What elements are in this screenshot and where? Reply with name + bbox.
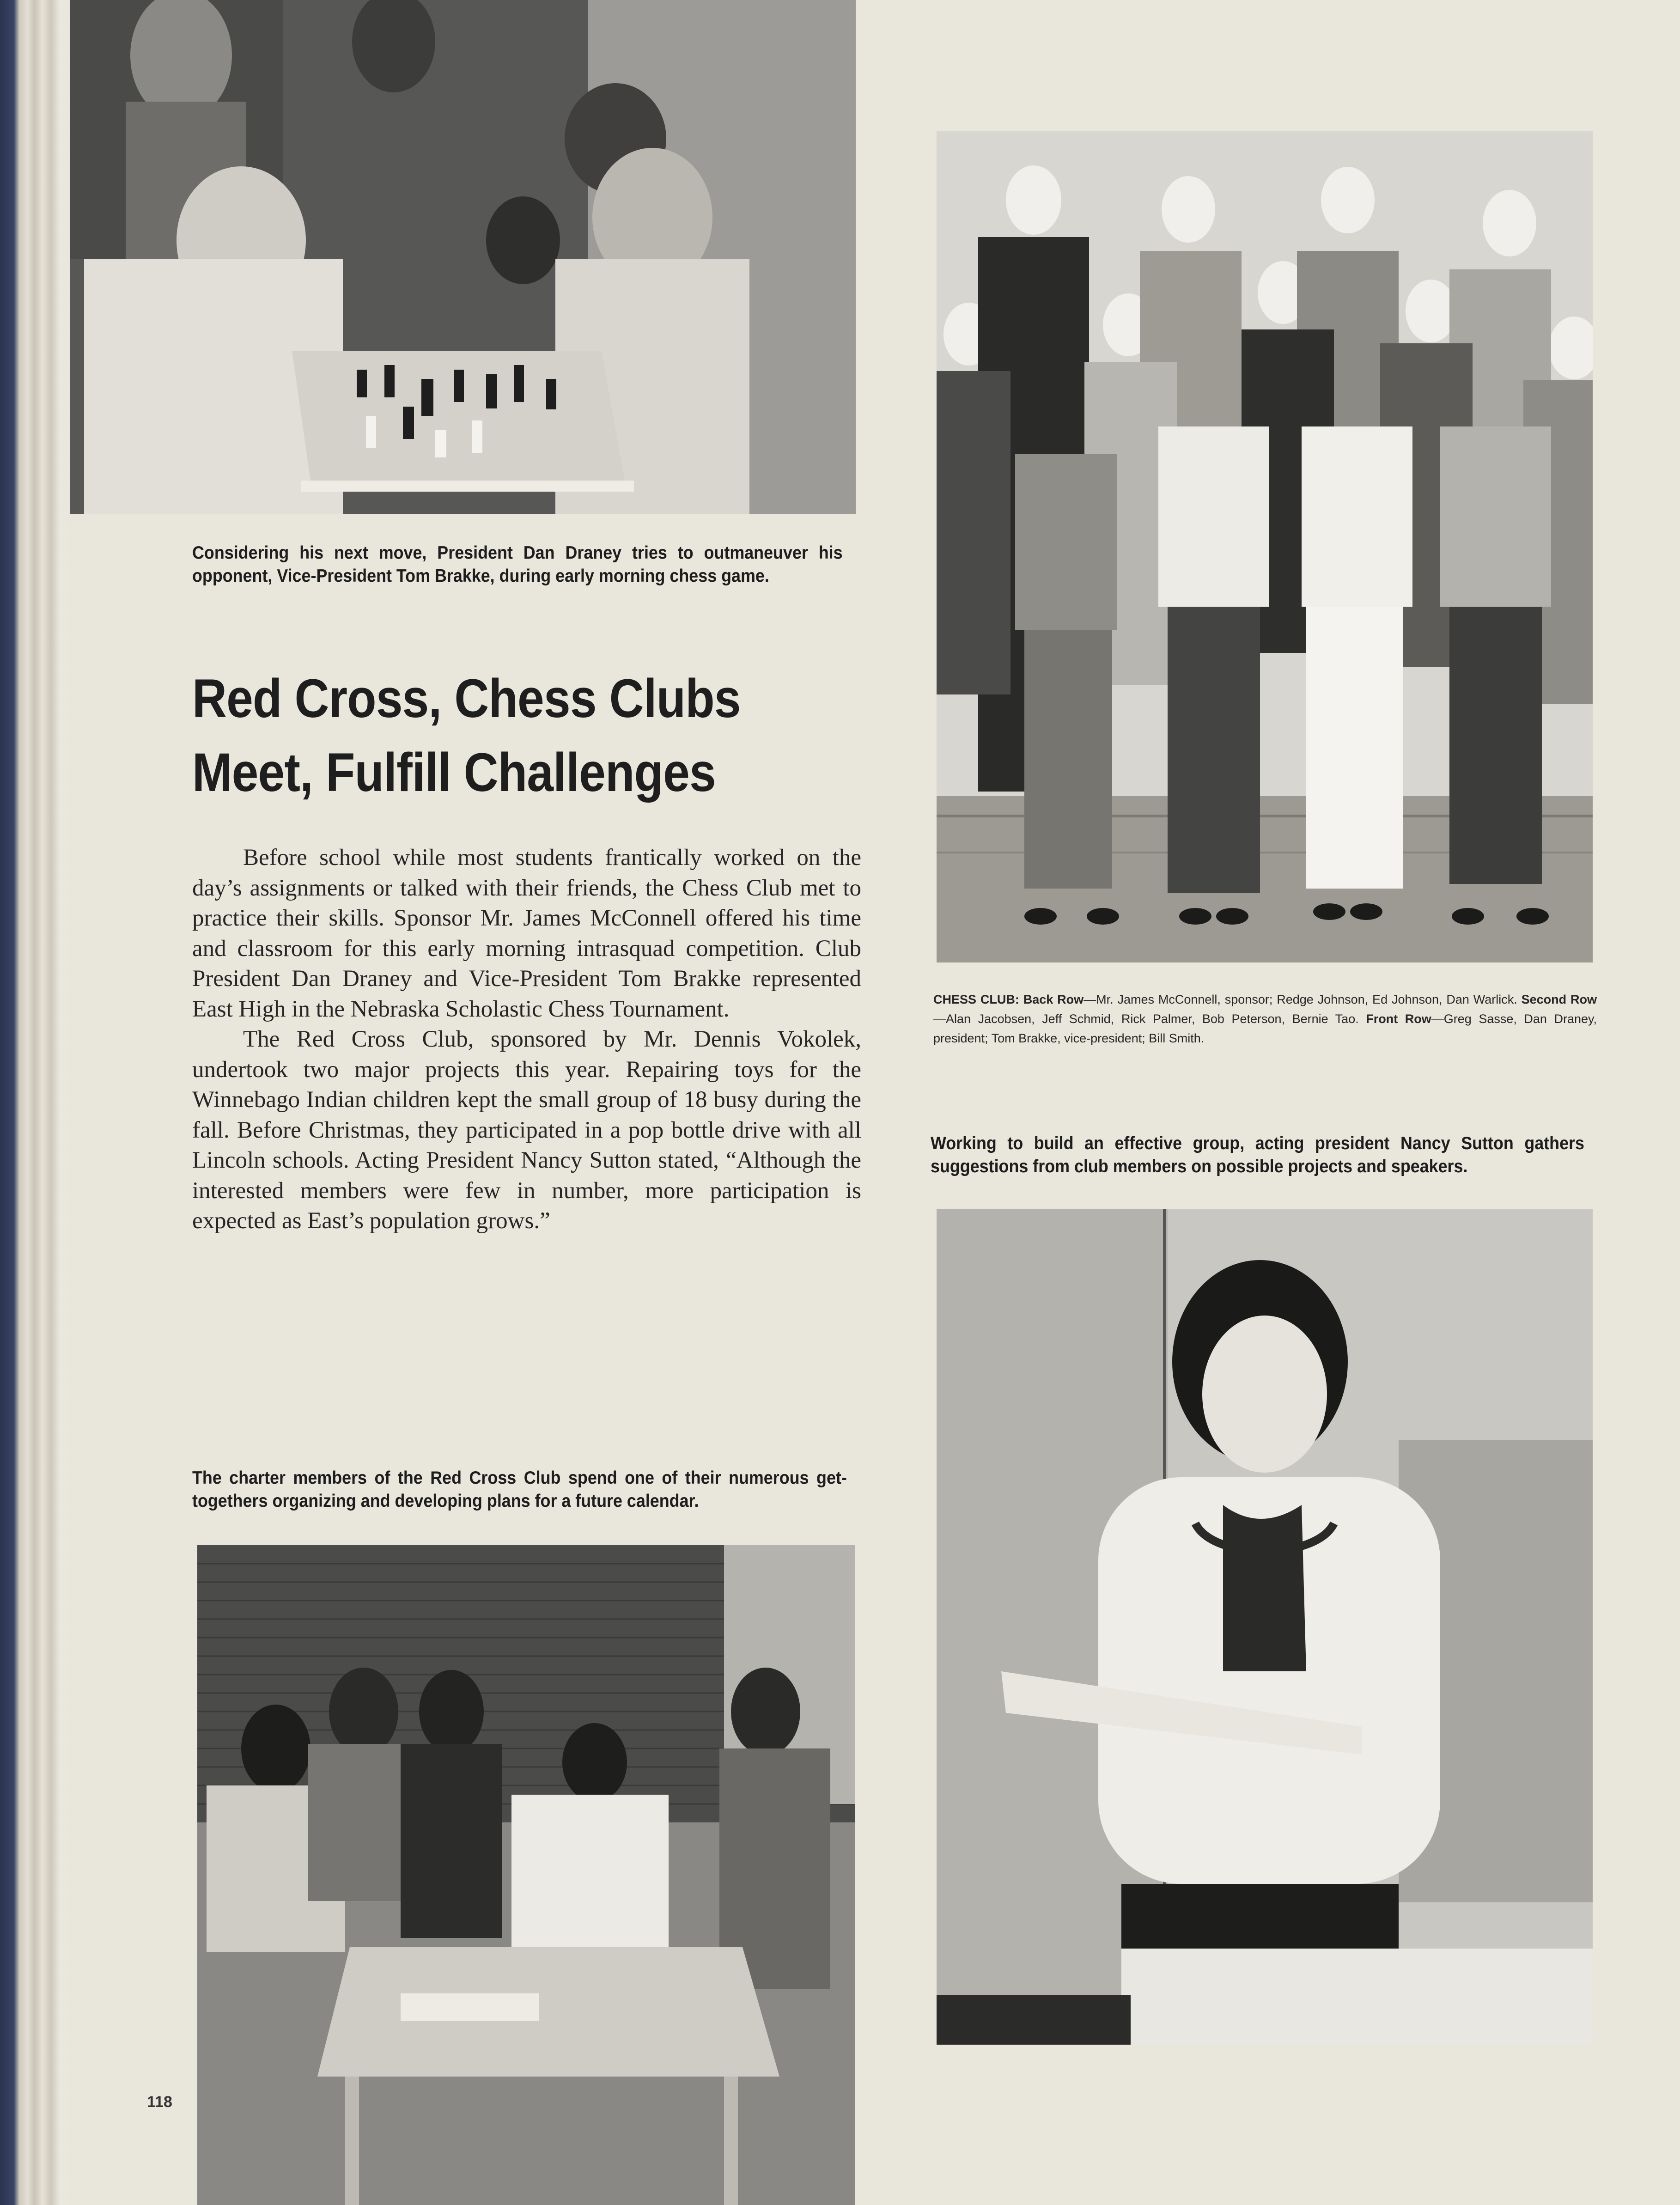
chess-club-roster-caption	[933, 990, 1597, 1048]
chess-game-caption: Considering his next move, President Dan Draney tries to outmaneuver his opponent, Vice-President Tom Brakke, during early morning chess game.	[192, 543, 843, 586]
book-binding-edge	[0, 0, 69, 2205]
roster-back-row-label: CHESS CLUB: Back Row	[933, 993, 1084, 1006]
chess-game-photo	[70, 0, 856, 514]
article-paragraph-1: Before school while most students frantically worked on the day’s assignments or talked with their friends, the Chess Club met to practice their skills. Sponsor Mr. James McConnell offered his time and classroom for this early morning intrasquad competition. Club President Dan Draney and Vice-President Tom Brakke represented East High in the Nebraska Scholastic Chess Tournament.	[192, 845, 861, 1022]
page-number: 118	[147, 2093, 172, 2111]
roster-front-row-label: Front Row	[1366, 1012, 1431, 1026]
red-cross-caption: The charter members of the Red Cross Club spend one of their numerous get-togethers organizing and developing plans for a future calendar.	[192, 1468, 847, 1511]
headline-line-1: Red Cross, Chess Clubs	[192, 668, 741, 729]
roster-back-row-names: —Mr. James McConnell, sponsor; Redge Johnson, Ed Johnson, Dan Warlick.	[1083, 993, 1522, 1006]
article-paragraph-2: The Red Cross Club, sponsored by Mr. Dennis Vokolek, undertook two major projects this year. Repairing toys for the Winnebago Indian children kept the small group of 18 busy during the fall. Before Christmas, they participated in a pop bottle drive with all Lincoln schools. Acting President Nancy Sutton stated, “Although the interested members were few in number, more participation is expected as East’s population grows.”	[192, 1026, 861, 1234]
roster-second-row-names: —Alan Jacobsen, Jeff Schmid, Rick Palmer, Bob Peterson, Bernie Tao.	[933, 1012, 1366, 1026]
red-cross-club-photo	[197, 1545, 855, 2205]
nancy-sutton-photo	[937, 1209, 1593, 2045]
article-body	[192, 843, 861, 1237]
nancy-sutton-caption: Working to build an effective group, acting president Nancy Sutton gathers suggestions from club members on possible projects and speakers.	[931, 1133, 1584, 1176]
article-headline	[192, 662, 761, 810]
chess-club-photo	[937, 131, 1593, 962]
roster-second-row-label: Second Row	[1521, 993, 1597, 1006]
roster-front-row-names: —Greg Sasse, Dan Draney, president; Tom Brakke, vice-president; Bill Smith.	[933, 1012, 1597, 1045]
headline-line-2: Meet, Fulfill Challenges	[192, 742, 716, 803]
